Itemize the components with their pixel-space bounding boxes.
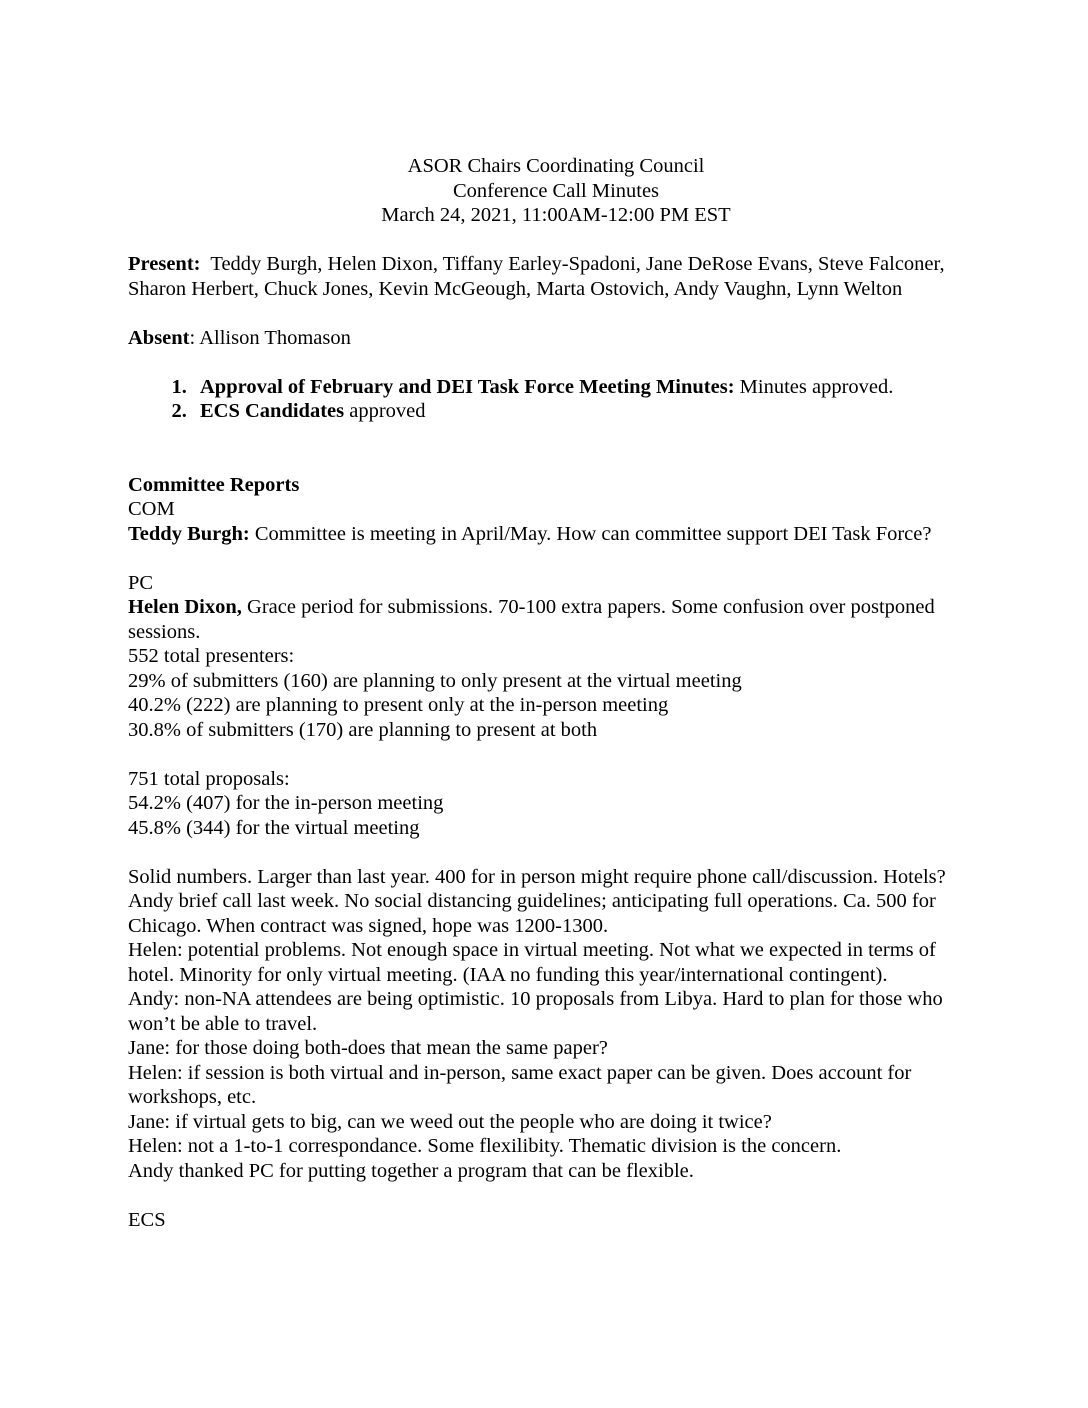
presenters-line: 29% of submitters (160) are planning to only present at the virtual meeting: [128, 669, 742, 692]
presenters-line: 30.8% of submitters (170) are planning to present at both: [128, 718, 598, 741]
minutes-body: [128, 154, 968, 1232]
presenters-line: 40.2% (222) are planning to present only at the in-person meeting: [128, 694, 669, 716]
discussion-paragraph: Andy thanked PC for putting together a program that can be flexible.: [128, 1159, 694, 1182]
pc-speaker: Helen Dixon,: [128, 596, 242, 618]
agenda-item: [192, 399, 968, 424]
organization-title: ASOR Chairs Coordinating Council: [407, 155, 705, 177]
discussion-paragraph: Jane: for those doing both-does that mean the same paper?: [128, 1037, 608, 1059]
proposals-line: 54.2% (407) for the in-person meeting: [128, 792, 444, 814]
meeting-date: March 24, 2021, 11:00AM-12:00 PM EST: [381, 204, 731, 226]
com-report-text: Committee is meeting in April/May. How can committee support DEI Task Force?: [249, 522, 932, 545]
absent-label: Absent: [128, 326, 190, 349]
agenda-list: [128, 375, 968, 424]
proposals-line: 45.8% (344) for the virtual meeting: [128, 816, 420, 839]
document-type: Conference Call Minutes: [452, 179, 660, 202]
discussion-paragraph: Jane: if virtual gets to big, can we weed out the people who are doing it twice?: [128, 1110, 772, 1133]
pc-report: [128, 595, 968, 644]
proposals-line: 751 total proposals:: [128, 767, 290, 790]
committee-reports-heading: [128, 473, 968, 498]
absent-names: : Allison Thomason: [189, 326, 351, 349]
com-speaker: Teddy Burgh:: [128, 522, 250, 545]
pc-report-text: Grace period for submissions. 70-100 extra papers. Some confusion over postponed sessions.: [128, 596, 935, 643]
agenda-item-text: approved: [344, 400, 426, 422]
discussion-paragraph: Helen: if session is both virtual and in-person, same exact paper can be given. Does account for workshops, etc.: [128, 1061, 912, 1108]
discussion-paragraph: Helen: potential problems. Not enough space in virtual meeting. Not what we expected in terms of hotel. Minority for only virtual meeting. (IAA no funding this year/international contingent).: [128, 939, 936, 986]
ecs-label: ECS: [128, 1208, 166, 1231]
present-names: Teddy Burgh, Helen Dixon, Tiffany Earley-Spadoni, Jane DeRose Evans, Steve Falconer, Sharon Herbert, Chuck Jones, Kevin McGeough, Marta Ostovich, Andy Vaughn, Lynn Welton: [128, 253, 950, 300]
presenters-line: 552 total presenters:: [128, 645, 295, 667]
committee-reports-heading-text: Committee Reports: [128, 473, 300, 496]
absent-paragraph: [128, 326, 968, 351]
discussion-paragraph: Solid numbers. Larger than last year. 400 for in person might require phone call/discussion. Hotels? Andy brief call last week. No social distancing guidelines; anticipating full operations. Ca. 500 for Chicago. When contract was signed, hope was 1200-1300.: [128, 865, 946, 937]
document-header: [144, 154, 968, 228]
agenda-item: [192, 375, 968, 400]
agenda-item-title: Approval of February and DEI Task Force Meeting Minutes:: [200, 375, 735, 398]
com-label: COM: [128, 498, 175, 520]
pc-label: PC: [128, 571, 154, 594]
agenda-item-title: ECS Candidates: [200, 400, 345, 422]
discussion-paragraph: Helen: not a 1-to-1 correspondance. Some flexilibity. Thematic division is the concern.: [128, 1135, 842, 1157]
com-report: [128, 522, 968, 547]
present-paragraph: [128, 252, 968, 301]
present-label: Present:: [128, 253, 201, 275]
discussion-paragraph: Andy: non-NA attendees are being optimistic. 10 proposals from Libya. Hard to plan for those who won’t be able to travel.: [128, 988, 943, 1035]
agenda-item-text: Minutes approved.: [734, 375, 894, 398]
